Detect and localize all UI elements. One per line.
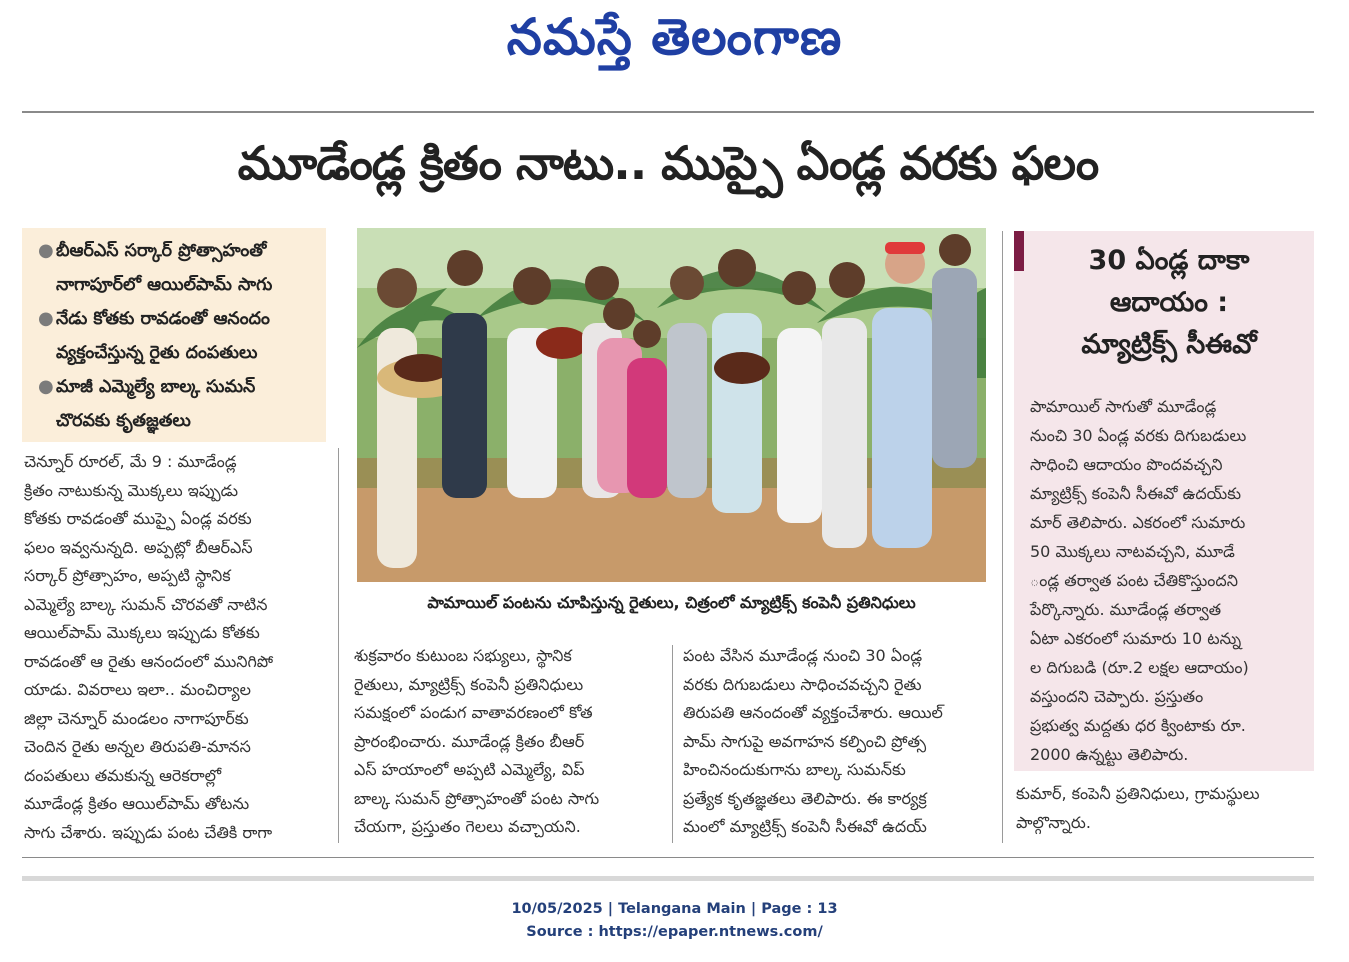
sidebar-body: పామాయిల్ సాగుతో మూడేండ్ల నుంచి 30 ఏండ్ల వరకు దిగుబడులు సాధించి ఆదాయం పొందవచ్చని మ్యాట్రిక్స్ కంపెనీ సీఈవో ఉదయ్‌కు మార్ తెలిపారు. ఎకరంలో సుమారు 50 మొక్కలు నాటవచ్చని, మూడే ండ్ల తర్వాత పంట చేతికొస్తుందని పేర్కొన్నారు. మూడేండ్ల తర్వాత ఏటా ఎకరంలో సుమారు 10 టన్ను ల దిగుబడి (రూ.2 లక్షల ఆదాయం) వస్తుందని చెప్పారు. ప్రస్తుతం ప్రభుత్వ మద్దతు ధర క్వింటాకు రూ. 2000 ఉన్నట్టు తెలిపారు. bbox=[1030, 397, 1249, 764]
highlight-text: నేడు కోతకు రావడంతో ఆనందం వ్యక్తంచేస్తున్న రైతు దంపతులు bbox=[56, 309, 270, 363]
source-link[interactable]: Source : https://epaper.ntnews.com/ bbox=[526, 924, 823, 940]
sidebar-accent-bar bbox=[1014, 231, 1024, 271]
highlights-box bbox=[22, 228, 326, 442]
highlight-text: మాజీ ఎమ్మెల్యే బాల్క సుమన్ చొరవకు కృతజ్ఞతలు bbox=[56, 377, 256, 431]
article-headline: మూడేండ్ల క్రితం నాటు.. ముప్పై ఏండ్ల వరకు ఫలం bbox=[237, 136, 1099, 190]
sidebar-title: 30 ఏండ్ల దాకా ఆదాయం : మ్యాట్రిక్స్ సీఈవో bbox=[1081, 245, 1257, 360]
article-column-3: పంట వేసిన మూడేండ్ల నుంచి 30 ఏండ్ల వరకు దిగుబడులు సాధించవచ్చని రైతు తిరుపతి ఆనందంతో వ్యక్తంచేశారు. ఆయిల్ పామ్ సాగుపై అవగాహన కల్పించి ప్రోత్స హించినందుకుగాను బాల్క సుమన్‌కు ప్రత్యేక కృతజ్ఞతలు తెలిపారు. ఈ కార్యక్ర మంలో మ్యాట్రిక్స్ కంపెనీ సీఈవో ఉదయ్ bbox=[683, 646, 943, 836]
article-column-2: శుక్రవారం కుటుంబ సభ్యులు, స్థానిక రైతులు, మ్యాట్రిక్స్ కంపెనీ ప్రతినిధులు సమక్షంలో పండుగ వాతావరణంలో కోత ప్రారంభించారు. మూడేండ్ల క్రితం బీఆర్ ఎస్ హయాంలో అప్పటి ఎమ్మెల్యే, విప్ బాల్క సుమన్ ప్రోత్సాహంతో పంట సాగు చేయగా, ప్రస్తుతం గెలలు వచ్చాయని. bbox=[354, 646, 600, 836]
next-article-edge bbox=[22, 876, 1314, 881]
column-divider bbox=[672, 645, 673, 843]
newspaper-masthead: నమస్తే తెలంగాణ bbox=[506, 8, 843, 66]
masthead-divider bbox=[22, 111, 1314, 113]
bullet-icon: ● bbox=[38, 376, 54, 397]
column-divider bbox=[1002, 231, 1003, 843]
bullet-icon: ● bbox=[38, 240, 54, 261]
article-column-4: కుమార్, కంపెనీ ప్రతినిధులు, గ్రామస్థులు పాల్గొన్నారు. bbox=[1016, 784, 1260, 832]
bottom-divider bbox=[22, 857, 1314, 858]
farmers-photo-illustration bbox=[357, 228, 986, 582]
photo-caption: పామాయిల్ పంటను చూపిస్తున్న రైతులు, చిత్రంలో మ్యాట్రిక్స్ కంపెనీ ప్రతినిధులు bbox=[427, 593, 916, 612]
highlight-item bbox=[28, 370, 322, 438]
bullet-icon: ● bbox=[38, 308, 54, 329]
article-column-1: చెన్నూర్ రూరల్, మే 9 : మూడేండ్ల క్రితం నాటుకున్న మొక్కలు ఇప్పుడు కోతకు రావడంతో ముప్పై ఏండ్ల వరకు ఫలం ఇవ్వనున్నది. అప్పట్లో బీఆర్ఎస్ సర్కార్ ప్రోత్సాహం, అప్పటి స్థానిక ఎమ్మెల్యే బాల్క సుమన్ చొరవతో నాటిన ఆయిల్‌పామ్ మొక్కలు ఇప్పుడు కోతకు రావడంతో ఆ రైతు ఆనందంలో మునిగిపో యాడు. వివరాలు ఇలా.. మంచిర్యాల జిల్లా చెన్నూర్ మండలం నాగాపూర్‌కు చెందిన రైతు అన్నల తిరుపతి-మానస దంపతులు తమకున్న ఆరెకరాల్లో మూడేండ్ల క్రితం ఆయిల్‌పామ్ తోటను సాగు చేశారు. ఇప్పుడు పంట చేతికి రాగా bbox=[24, 452, 274, 842]
column-divider bbox=[338, 448, 339, 843]
highlight-item bbox=[28, 234, 322, 302]
highlight-text: బీఆర్ఎస్ సర్కార్ ప్రోత్సాహంతో నాగాపూర్‌లో ఆయిల్‌పామ్ సాగు bbox=[56, 241, 273, 295]
page-info: 10/05/2025 | Telangana Main | Page : 13 bbox=[511, 901, 838, 917]
article-photo bbox=[357, 228, 986, 582]
highlight-item bbox=[28, 302, 322, 370]
